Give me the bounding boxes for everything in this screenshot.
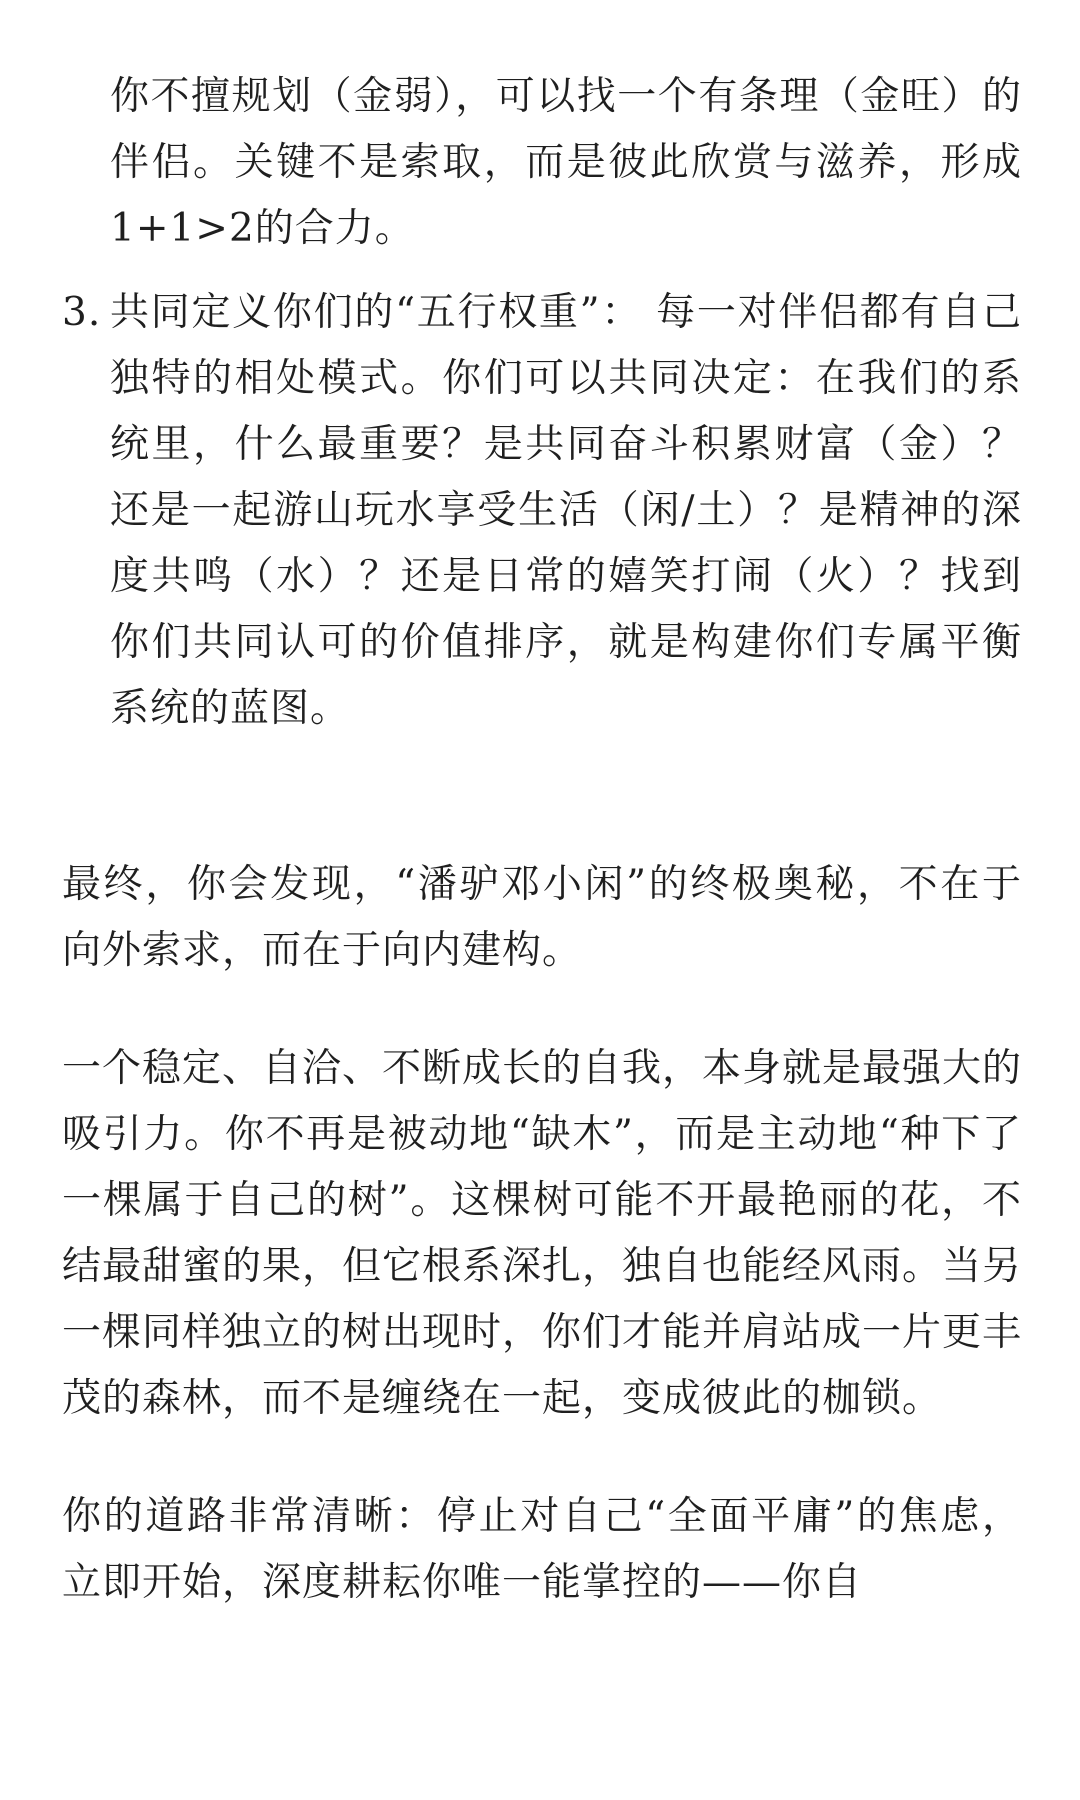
list-item-text: 共同定义你们的“五行权重”： 每一对伴侣都有自己独特的相处模式。你们可以共同决定：在我们的系统里，什么最重要？是共同奋斗积累财富（金）？还是一起游山玩水享受生活（闲/土）？是精神的深度共鸣（水）？还是日常的嬉笑打闹（火）？找到你们共同认可的价值排序，就是构建你们专属平衡系统的蓝图。 [110, 290, 1022, 731]
article-body [62, 64, 1022, 1616]
list-item-text: 你不擅规划（金弱），可以找一个有条理（金旺）的伴侣。关键不是索取，而是彼此欣赏与滋养，形成1+1>2的合力。 [110, 74, 1022, 251]
section-spacer [62, 760, 1022, 852]
list-item-3 [62, 280, 1022, 742]
paragraph-path: 你的道路非常清晰：停止对自己“全面平庸”的焦虑，立即开始，深度耕耘你唯一能掌控的——你自 [62, 1494, 1022, 1605]
list-marker-3: 3. [62, 290, 102, 335]
list-item-continuation [62, 64, 1022, 262]
paragraph-conclusion: 最终，你会发现，“潘驴邓小闲”的终极奥秘，不在于向外索求，而在于向内建构。 [62, 862, 1022, 973]
paragraph-spacer [62, 1432, 1022, 1484]
paragraph-spacer [62, 984, 1022, 1036]
paragraph-self-growth: 一个稳定、自洽、不断成长的自我，本身就是最强大的吸引力。你不再是被动地“缺木”，而是主动地“种下了一棵属于自己的树”。这棵树可能不开最艳丽的花，不结最甜蜜的果，但它根系深扎，独自也能经风雨。当另一棵同样独立的树出现时，你们才能并肩站成一片更丰茂的森林，而不是缠绕在一起，变成彼此的枷锁。 [62, 1046, 1023, 1421]
